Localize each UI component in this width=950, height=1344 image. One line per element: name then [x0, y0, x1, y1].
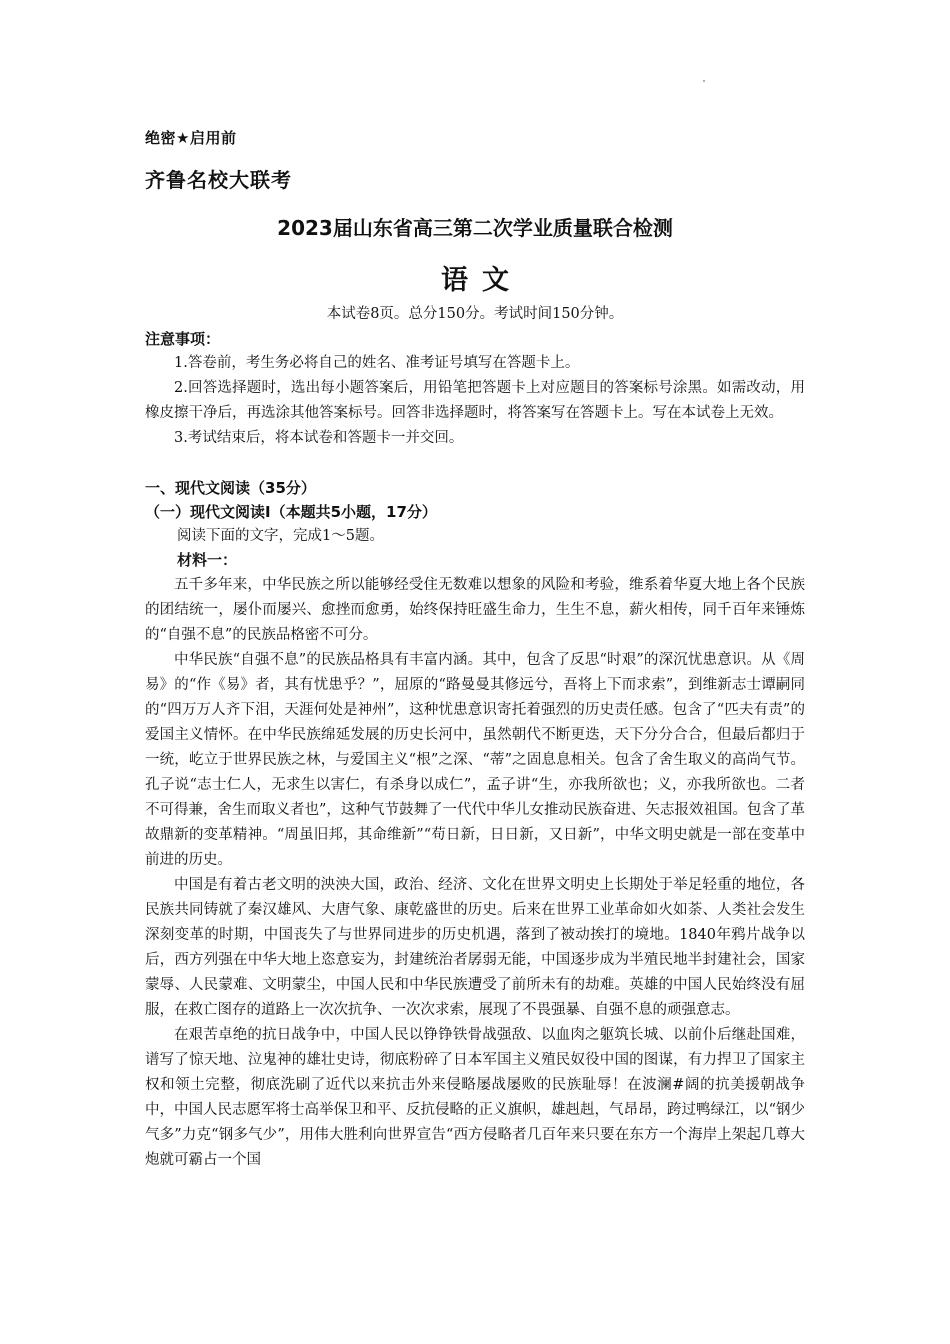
exam-info: 本试卷8页。总分150分。考试时间150分钟。 — [326, 306, 624, 322]
subject-title: 语文 — [441, 265, 523, 296]
exam-title: 2023届山东省高三第二次学业质量联合检测 — [277, 216, 673, 240]
subsection-title: （一）现代文阅读Ⅰ（本题共5小题，17分） — [145, 503, 437, 521]
note-item: 1.答卷前，考生务必将自己的姓名、准考证号填写在答题卡上。 — [174, 355, 580, 371]
paragraph: 在艰苦卓绝的抗日战争中，中国人民以铮铮铁骨战强敌、以血肉之躯筑长城、以前仆后继赴国难，谱写了惊天地、泣鬼神的雄壮史诗，彻底粉碎了日本军国主义殖民奴役中国的图谋，有力捍卫了国家主权和领土完整，彻底洗刷了近代以来抗击外来侵略屡战屡败的民族耻辱！在波澜#阔的抗美援朝战争中，中国人民志愿军将士高举保卫和平、反抗侵略的正义旗帜，雄赳赳，气昂昂，跨过鸭绿江，以“钢少气多”力克“钢多气少”，用伟大胜利向世界宣告“西方侵略者几百年来只要在东方一个海岸上架起几尊大炮就可霸占一个国 — [145, 1027, 805, 1168]
notes-title: 注意事项： — [145, 330, 221, 348]
note-item: 3.考试结束后，将本试卷和答题卡一并交回。 — [174, 430, 464, 446]
scan-speck — [703, 80, 705, 82]
league-name: 齐鲁名校大联考 — [145, 168, 292, 192]
paragraph: 中国是有着古老文明的泱泱大国，政治、经济、文化在世界文明史上长期处于举足轻重的地位，各民族共同铸就了秦汉雄风、大唐气象、康乾盛世的历史。后来在世界工业革命如火如荼、人类社会发生深刻变革的时期，中国丧失了与世界同进步的历史机遇，落到了被动挨打的境地。1840年鸦片战争以后，西方列强在中华大地上恣意妄为，封建统治者孱弱无能，中国逐步成为半殖民地半封建社会，国家蒙辱、人民蒙难、文明蒙尘，中国人民和中华民族遭受了前所未有的劫难。英雄的中国人民始终没有屈服，在救亡图存的道路上一次次抗争、一次次求索，展现了不畏强暴、自强不息的顽强意志。 — [145, 877, 805, 1018]
material-title: 材料一： — [177, 551, 238, 569]
paragraph: 中华民族“自强不息”的民族品格具有丰富内涵。其中，包含了反思“时艰”的深沉忧患意识。从《周易》的“作《易》者，其有忧患乎？”，屈原的“路曼曼其修远兮，吾将上下而求索”，到维新志士谭嗣同的“四万万人齐下泪，天涯何处是神州”，这种忧患意识寄托着强烈的历史责任感。包含了“匹夫有责”的爱国主义情怀。在中华民族绵延发展的历史长河中，虽然朝代不断更迭，天下分分合合，但最后都归于一统，屹立于世界民族之林，与爱国主义“根”之深、“蒂”之固息息相关。包含了舍生取义的高尚气节。孔子说“志士仁人，无求生以害仁，有杀身以成仁”，孟子讲“生，亦我所欲也；义，亦我所欲也。二者不可得兼，舍生而取义者也”，这种气节鼓舞了一代代中华儿女推动民族奋进、矢志报效祖国。包含了革故鼎新的变革精神。“周虽旧邦，其命维新”“苟日新，日日新，又日新”，中华文明史就是一部在变革中前进的历史。 — [145, 652, 805, 868]
material-text — [145, 573, 805, 1173]
paragraph: 五千多年来，中华民族之所以能够经受住无数难以想象的风险和考验，维系着华夏大地上各个民族的团结统一，屡仆而屡兴、愈挫而愈勇，始终保持旺盛生命力，生生不息，薪火相传，同千百年来锤炼的“自强不息”的民族品格密不可分。 — [145, 577, 805, 643]
notes-list — [145, 351, 805, 451]
section-title: 一、现代文阅读（35分） — [145, 479, 316, 497]
reading-instruction: 阅读下面的文字，完成1～5题。 — [177, 528, 384, 544]
secret-mark: 绝密★启用前 — [145, 129, 237, 147]
note-item: 2.回答选择题时，选出每小题答案后，用铅笔把答题卡上对应题目的答案标号涂黑。如需改动，用橡皮擦干净后，再选涂其他答案标号。回答非选择题时，将答案写在答题卡上。写在本试卷上无效。 — [145, 380, 805, 421]
